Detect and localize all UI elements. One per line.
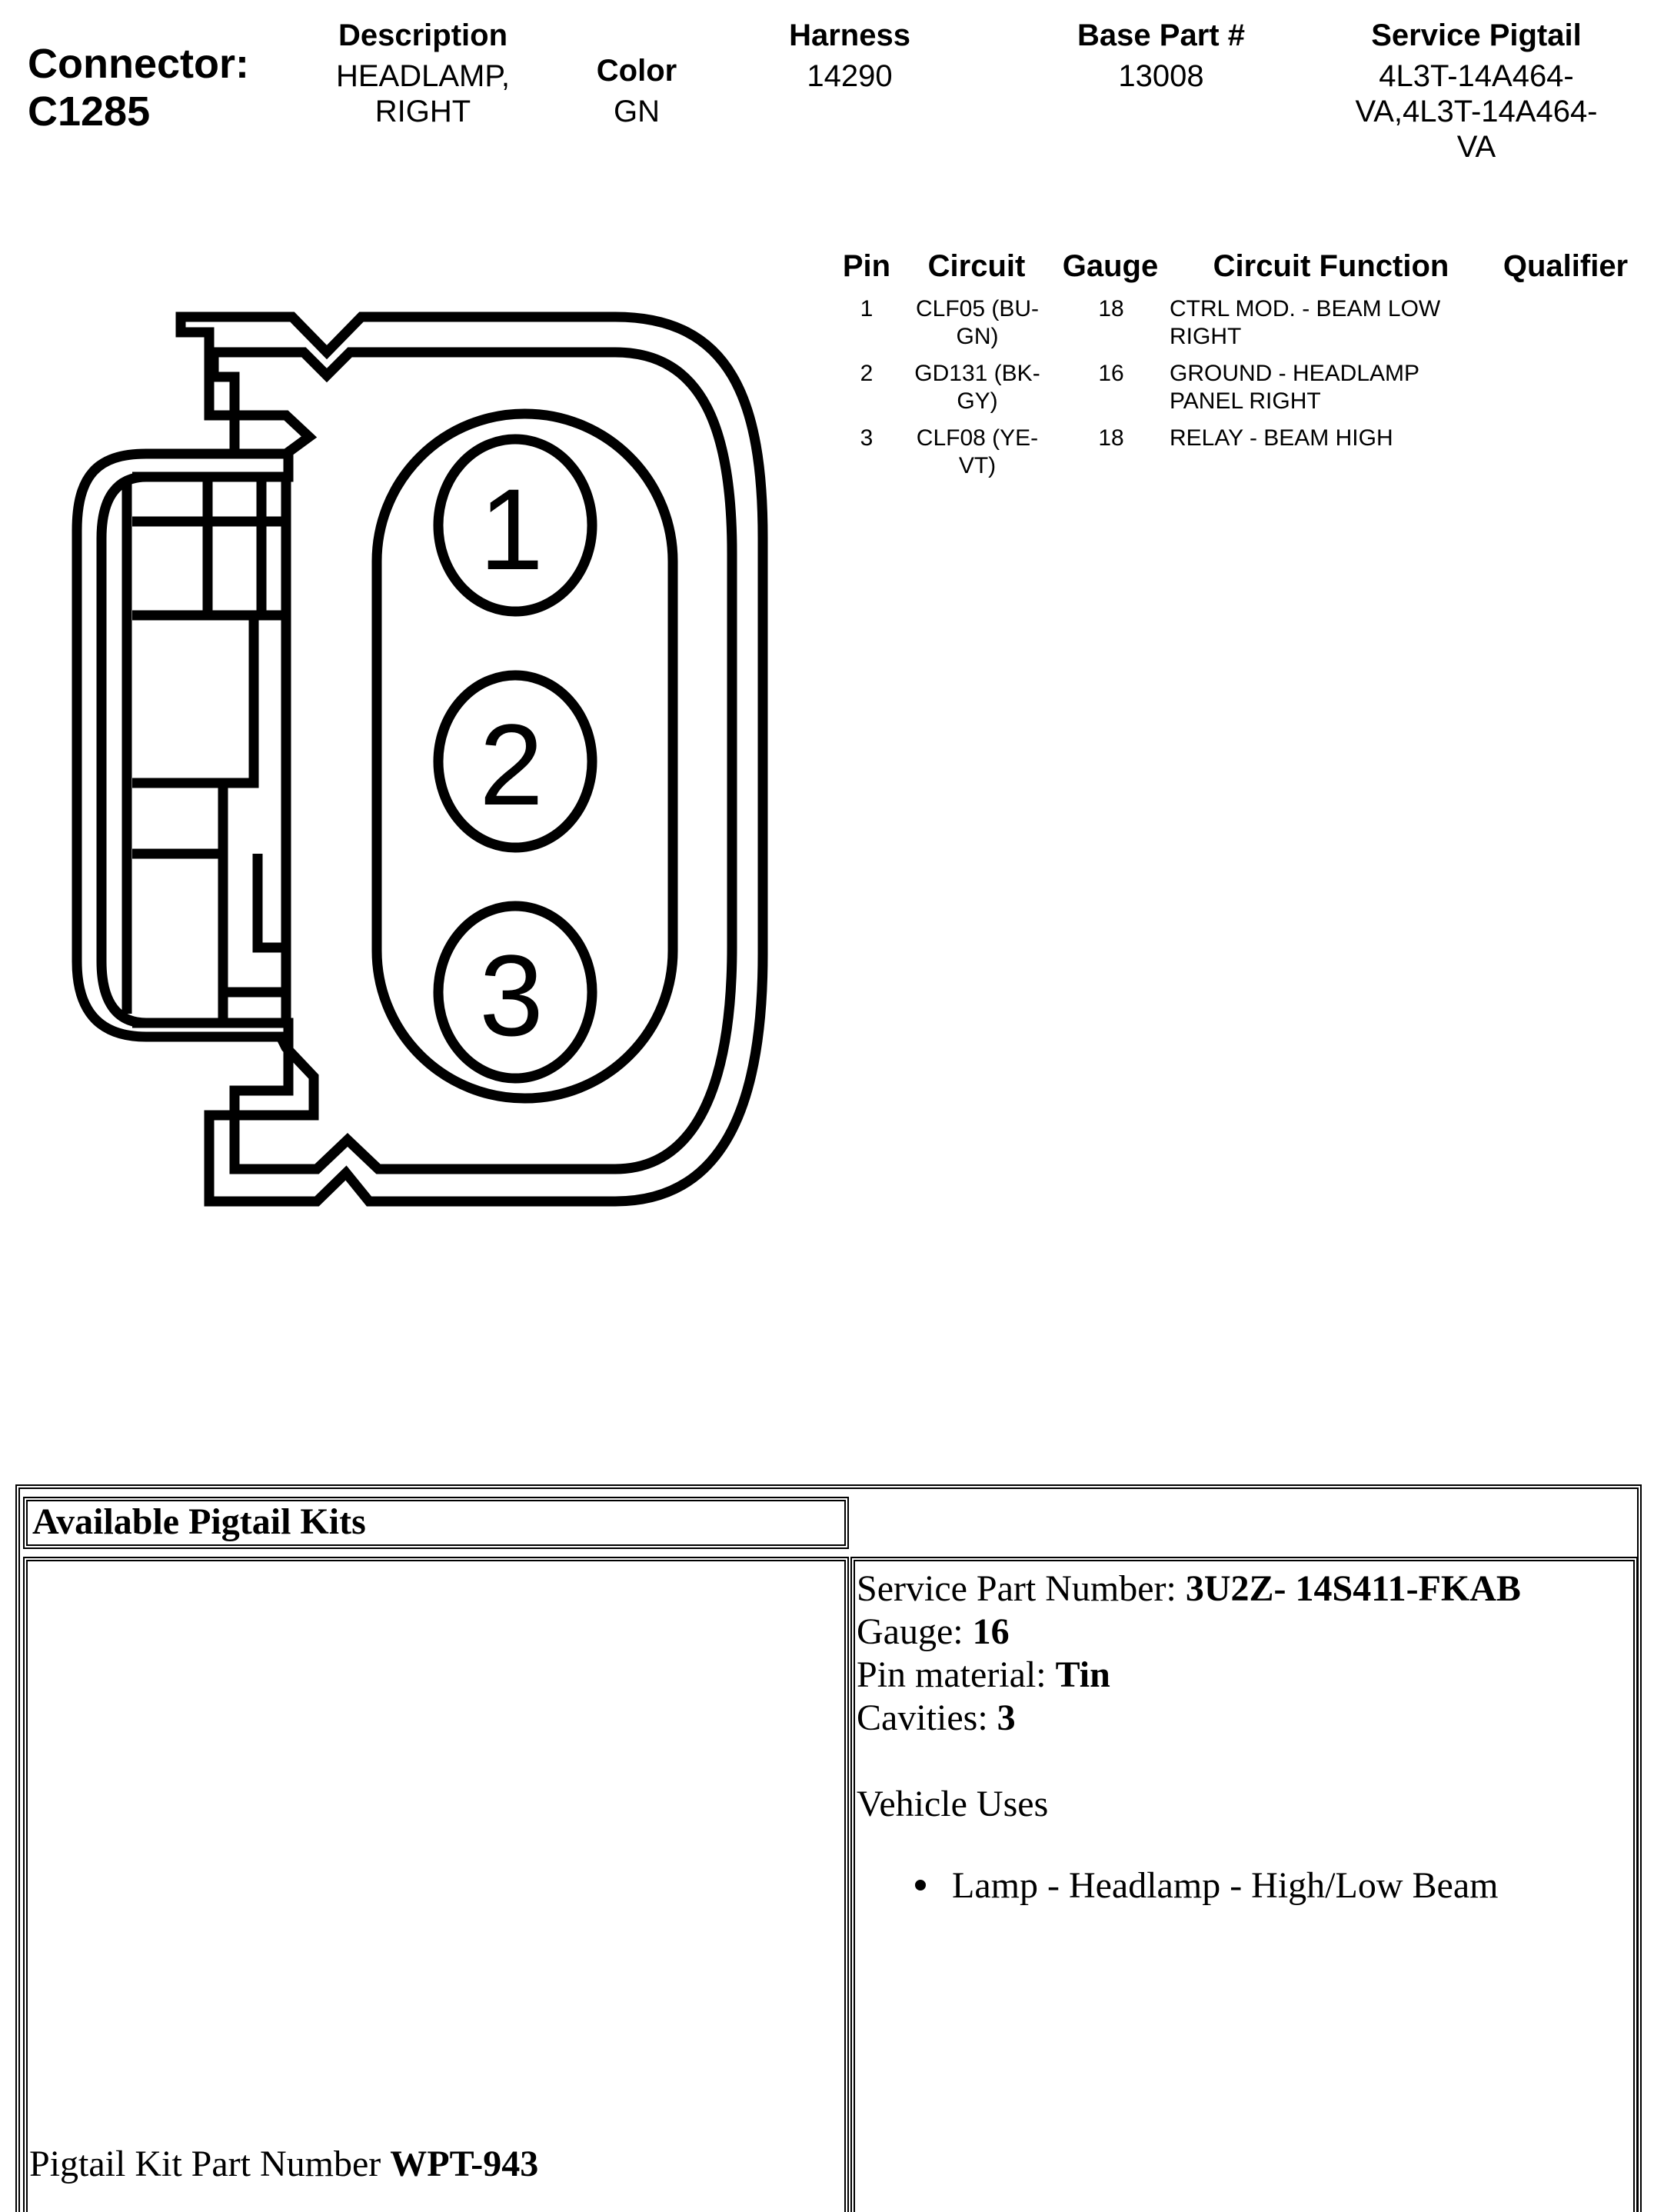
harness-label: Harness <box>789 18 910 52</box>
latch-rib <box>132 783 223 854</box>
function-line: GROUND - HEADLAMP <box>1170 361 1420 386</box>
pigtail-kit-image-cell <box>23 1557 849 2212</box>
service-part-number <box>857 1567 1521 1611</box>
description-label: Description <box>338 18 508 52</box>
gauge-value: 16 <box>972 1611 1010 1652</box>
circuit-line: VT) <box>958 453 997 478</box>
connector-outer-shell <box>77 317 763 1201</box>
pin-material-value: Tin <box>1055 1654 1110 1695</box>
pigtail-kits-title: Available Pigtail Kits <box>23 1497 849 1549</box>
function-line: RELAY - BEAM HIGH <box>1170 425 1393 451</box>
circuit-line: GD131 (BK- <box>914 361 1040 386</box>
qualifier-header: Qualifier <box>1503 249 1629 283</box>
circuit-function-header: Circuit Function <box>1213 249 1449 283</box>
wire-gauge: 18 <box>1098 425 1124 451</box>
pin-number: 2 <box>860 361 874 386</box>
gauge-header: Gauge <box>1062 249 1159 283</box>
latch-rib <box>132 615 254 783</box>
base-part-label: Base Part # <box>1077 18 1245 52</box>
connector-id: C1285 <box>28 88 151 135</box>
cavities-value: 3 <box>997 1697 1016 1738</box>
harness-value: 14290 <box>807 59 893 93</box>
service-part-value: 3U2Z- 14S411-FKAB <box>1185 1568 1521 1609</box>
pin-number: 3 <box>860 425 874 451</box>
service-pigtail-line2: VA,4L3T-14A464- <box>1355 95 1598 128</box>
circuit-line: GY) <box>957 388 998 414</box>
description-value-line1: HEADLAMP, <box>335 59 510 93</box>
pin-3-label: 3 <box>479 931 544 1060</box>
kit-part-value: WPT-943 <box>390 2144 539 2184</box>
description-value-line2: RIGHT <box>374 95 471 128</box>
color-value: GN <box>614 95 660 128</box>
gauge-label: Gauge: <box>857 1611 973 1652</box>
connector-label: Connector: <box>28 41 249 87</box>
vehicle-uses-label: Vehicle Uses <box>857 1784 1049 1824</box>
service-pigtail-label: Service Pigtail <box>1371 18 1582 52</box>
function-line: PANEL RIGHT <box>1170 388 1321 414</box>
service-pigtail-line1: 4L3T-14A464- <box>1379 59 1574 93</box>
circuit-line: CLF05 (BU- <box>915 296 1040 321</box>
kit-part-label: Pigtail Kit Part Number <box>29 2144 391 2184</box>
wire-gauge: 16 <box>1098 361 1124 386</box>
function-line: RIGHT <box>1170 324 1242 349</box>
service-part-label: Service Part Number: <box>857 1568 1186 1609</box>
gauge-spec <box>857 1611 1010 1654</box>
circuit-line: CLF08 (YE- <box>916 425 1039 451</box>
pin-material-spec <box>857 1654 1110 1697</box>
latch-rib <box>208 478 286 615</box>
cavities-spec <box>857 1697 1016 1740</box>
cavities-label: Cavities: <box>857 1697 997 1738</box>
service-pigtail-line3: VA <box>1456 130 1496 164</box>
function-line: CTRL MOD. - BEAM LOW <box>1170 296 1441 321</box>
pin-material-label: Pin material: <box>857 1654 1056 1695</box>
pin-1-label: 1 <box>479 465 544 594</box>
bullet-icon <box>915 1880 926 1891</box>
base-part-value: 13008 <box>1118 59 1204 93</box>
vehicle-use-item: Lamp - Headlamp - High/Low Beam <box>952 1865 1499 1906</box>
circuit-header: Circuit <box>927 249 1026 283</box>
wire-gauge: 18 <box>1098 296 1124 321</box>
color-label: Color <box>596 54 677 88</box>
pin-number: 1 <box>860 296 874 321</box>
circuit-line: GN) <box>956 324 999 349</box>
pin-2-label: 2 <box>479 700 544 829</box>
pin-header: Pin <box>842 249 891 283</box>
pigtail-kit-part-number <box>29 2143 538 2186</box>
